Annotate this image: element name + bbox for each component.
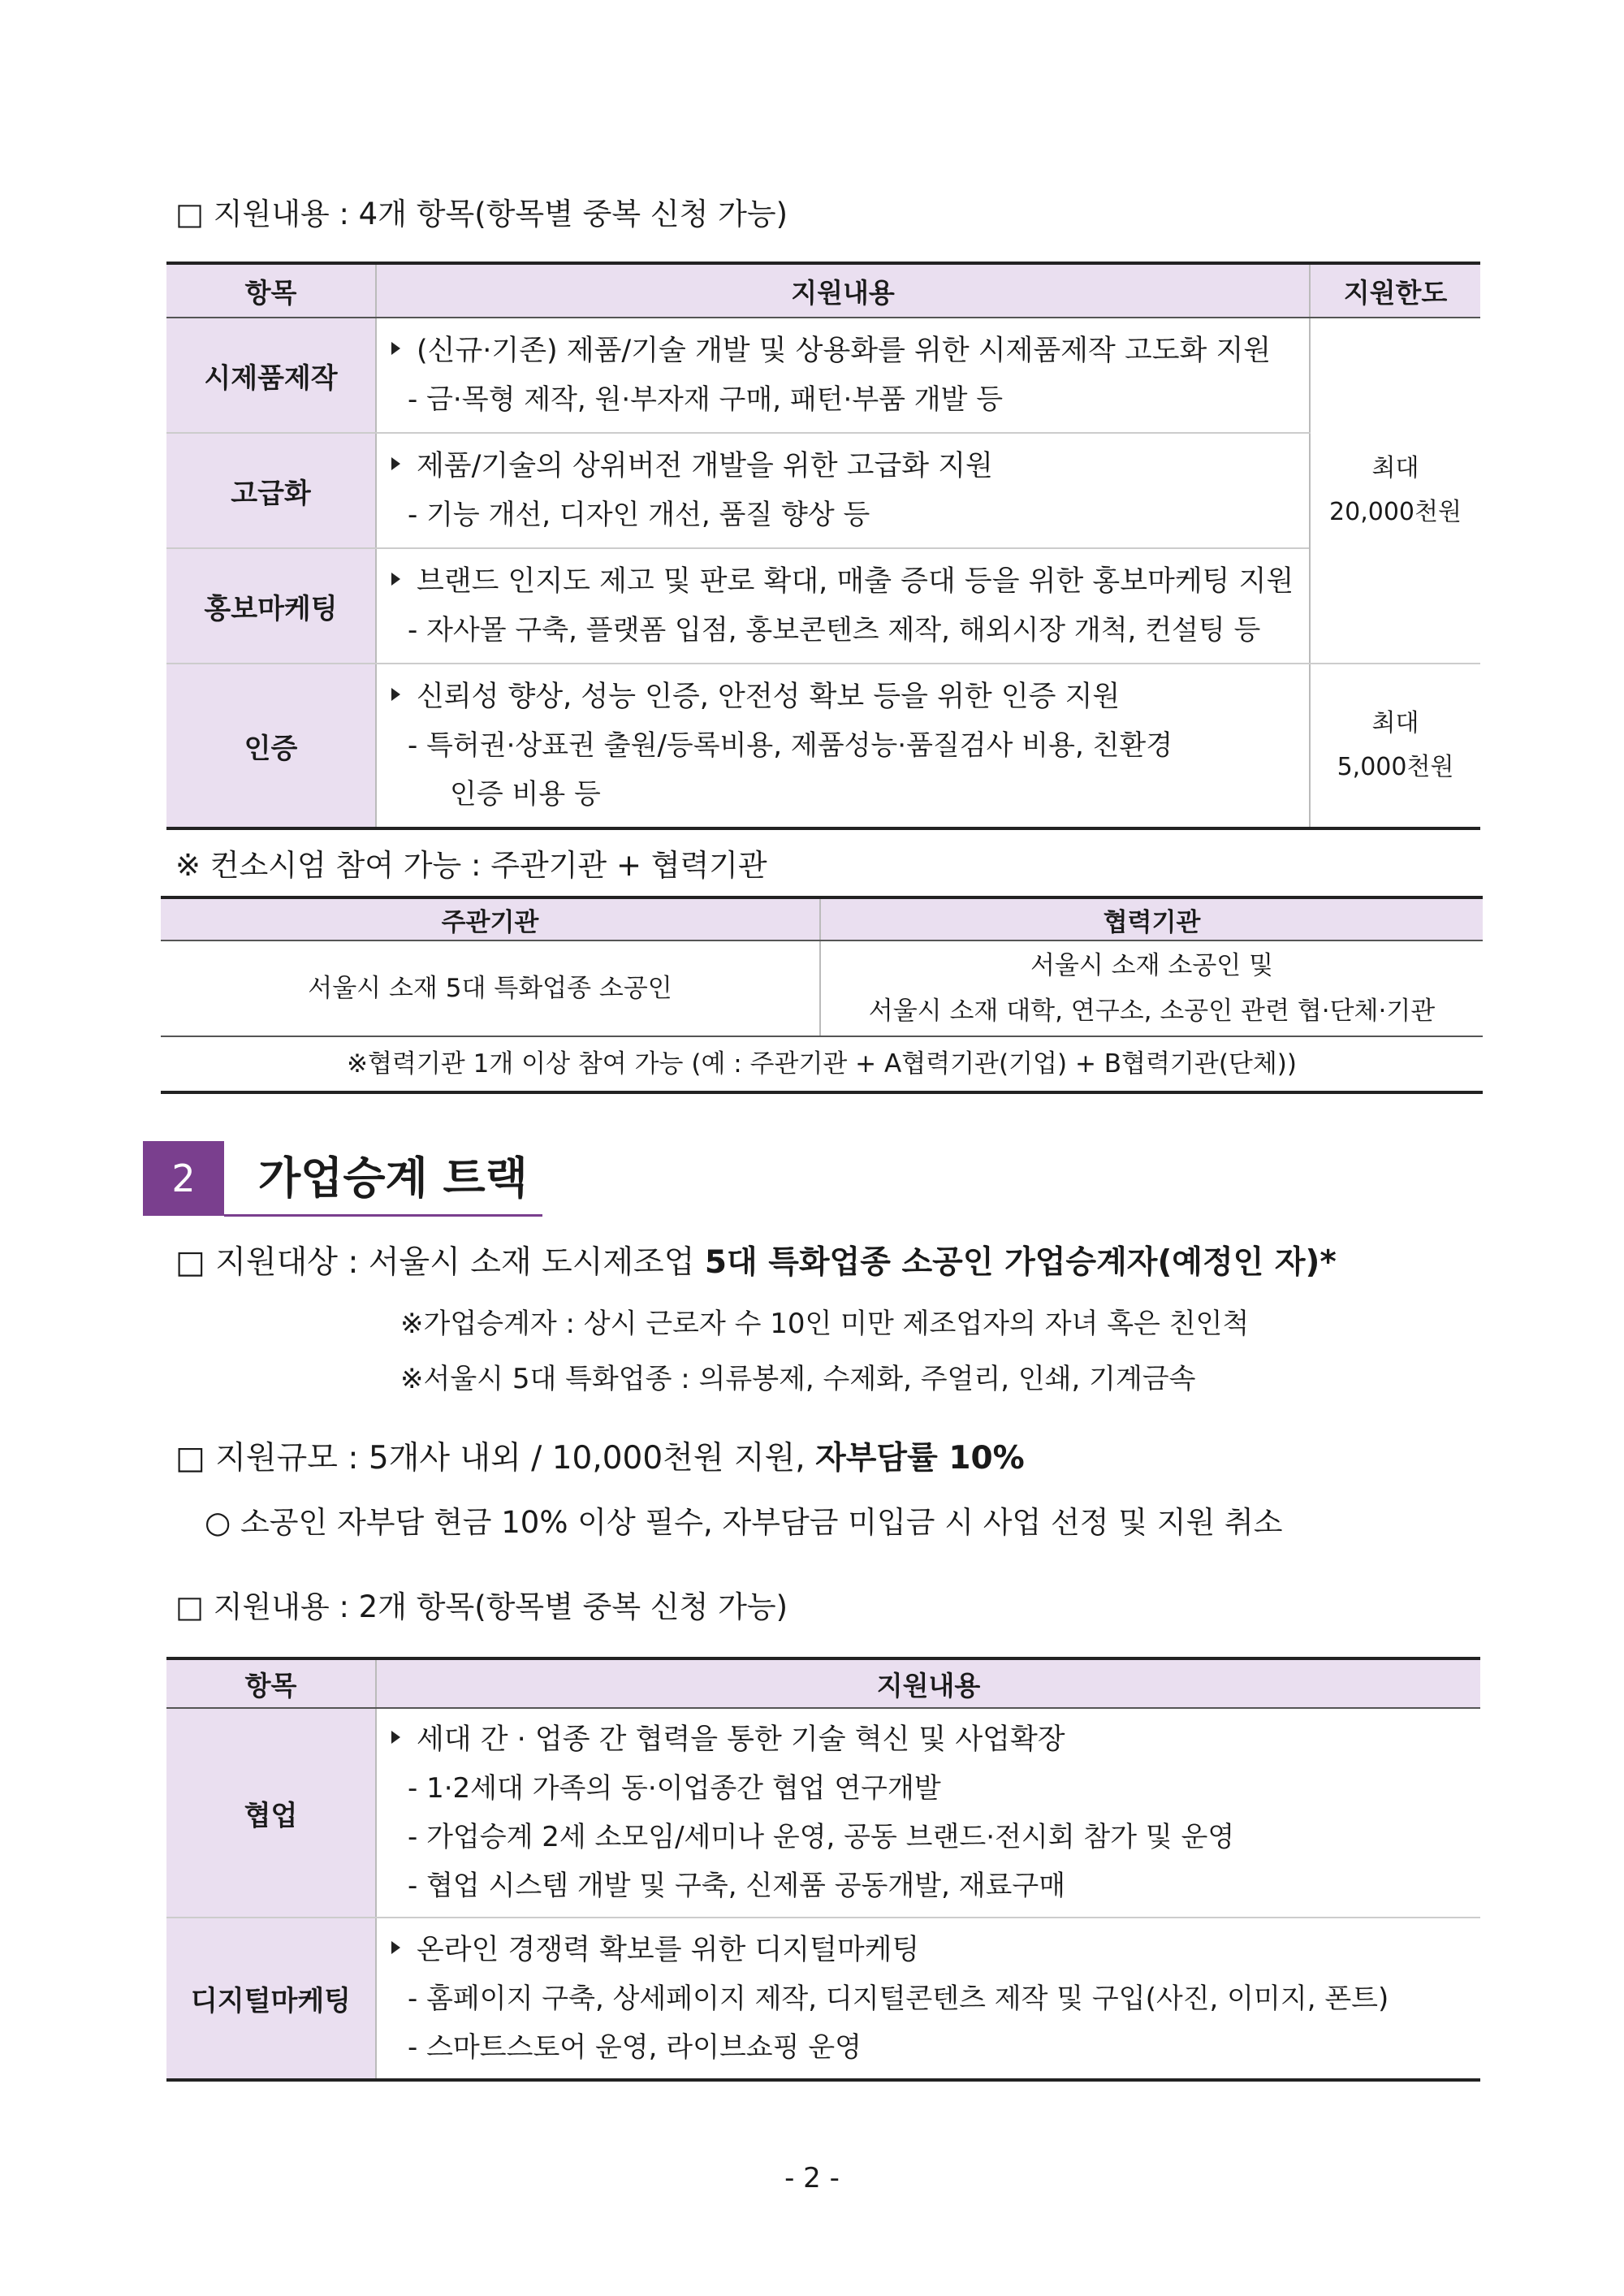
detail-text: - 협업 시스템 개발 및 구축, 신제품 공동개발, 재료구매 [408,1870,1066,1902]
category-cell: 협업 [166,1708,376,1918]
bullet-text: 제품/기술의 상위버전 개발을 위한 고급화 지원 [417,450,993,482]
triangle-bullet-icon [391,342,400,355]
category-cell: 디지털마케팅 [166,1918,376,2080]
header-item: 항목 [166,1658,376,1708]
consortium-heading: ※ 컨소시엄 참여 가능 : 주관기관 + 협력기관 [175,848,767,883]
consortium-note: ※협력기관 1개 이상 참여 가능 (예 : 주관기관 + A협력기관(기업) + B협력기관(단체)) [346,1049,1297,1079]
header-partner: 협력기관 [820,897,1483,940]
table-row [166,1708,1480,1918]
industry-note: ※서울시 5대 특화업종 : 의류봉제, 수제화, 주얼리, 인쇄, 기계금속 [400,1363,1196,1395]
support-content-table [166,262,1480,830]
category-cell: 시제품제작 [166,318,376,433]
bullet-text: 신뢰성 향상, 성능 인증, 안전성 확보 등을 위한 인증 지원 [417,681,1121,713]
detail-text: - 특허권·상표권 출원/등록비용, 제품성능·품질검사 비용, 친환경 [408,729,1173,762]
table-row [166,318,1480,433]
table-row [166,1918,1480,2080]
bullet-text: (신규·기존) 제품/기술 개발 및 상용화를 위한 시제품제작 고도화 지원 [417,335,1272,367]
table-row [166,548,1480,664]
header-lead: 주관기관 [161,897,820,940]
lead-cell: 서울시 소재 5대 특화업종 소공인 [161,940,820,1036]
detail-text: - 금·목형 제작, 원·부자재 구매, 패턴·부품 개발 등 [408,383,1004,416]
triangle-bullet-icon [391,1731,400,1744]
limit-cell: 최대 20,000천원 [1310,318,1480,664]
triangle-bullet-icon [391,1941,400,1954]
section-title: 가업승계 트랙 [258,1152,528,1204]
category-cell: 고급화 [166,433,376,548]
section-title-underline [224,1214,542,1217]
bullet-text: 세대 간 · 업종 간 협력을 통한 기술 혁신 및 사업확장 [417,1723,1065,1756]
table-row [161,940,1483,1036]
detail-text: - 스마트스토어 운영, 라이브쇼핑 운영 [408,2030,862,2064]
consortium-table [161,896,1483,1094]
bullet-text: 온라인 경쟁력 확보를 위한 디지털마케팅 [417,1933,920,1966]
detail-text: - 홈페이지 구축, 상세페이지 제작, 디지털콘텐츠 제작 및 구입(사진, 이미지, 폰트) [408,1982,1389,2015]
limit-cell: 최대 5,000천원 [1310,664,1480,828]
detail-text: 인증 비용 등 [450,778,601,811]
page-number: - 2 - [784,2162,840,2194]
triangle-bullet-icon [391,457,400,470]
succession-content-table [166,1657,1480,2082]
header-content: 지원내용 [376,1658,1480,1708]
support-target: □ 지원대상 : 서울시 소재 도시제조업 5대 특화업종 소공인 가업승계자(예정인 자)* [175,1244,1337,1281]
support-content-heading-2: □ 지원내용 : 2개 항목(항목별 중복 신청 가능) [175,1589,788,1624]
detail-text: - 1·2세대 가족의 동·이업종간 협업 연구개발 [408,1772,941,1805]
triangle-bullet-icon [391,688,400,701]
successor-note: ※가업승계자 : 상시 근로자 수 10인 미만 제조업자의 자녀 혹은 친인척 [400,1308,1250,1340]
table-row [166,433,1480,548]
section-number-badge: 2 [143,1141,224,1216]
table-row [166,664,1480,828]
header-content: 지원내용 [376,263,1310,318]
header-limit: 지원한도 [1310,263,1480,318]
support-content-heading: □ 지원내용 : 4개 항목(항목별 중복 신청 가능) [175,197,788,231]
scale-detail: ○ 소공인 자부담 현금 10% 이상 필수, 자부담금 미입금 시 사업 선정 및 지원 취소 [205,1505,1283,1540]
table-row [161,1036,1483,1092]
detail-text: - 가업승계 2세 소모임/세미나 운영, 공동 브랜드·전시회 참가 및 운영 [408,1821,1235,1853]
triangle-bullet-icon [391,573,400,586]
support-scale: □ 지원규모 : 5개사 내외 / 10,000천원 지원, 자부담률 10% [175,1440,1025,1477]
partner-cell: 서울시 소재 소공인 및 서울시 소재 대학, 연구소, 소공인 관련 협·단체·기관 [820,940,1483,1036]
header-item: 항목 [166,263,376,318]
detail-text: - 기능 개선, 디자인 개선, 품질 향상 등 [408,499,870,531]
detail-text: - 자사몰 구축, 플랫폼 입점, 홍보콘텐츠 제작, 해외시장 개척, 컨설팅 등 [408,614,1261,646]
category-cell: 인증 [166,664,376,828]
category-cell: 홍보마케팅 [166,548,376,664]
bullet-text: 브랜드 인지도 제고 및 판로 확대, 매출 증대 등을 위한 홍보마케팅 지원 [417,565,1294,598]
